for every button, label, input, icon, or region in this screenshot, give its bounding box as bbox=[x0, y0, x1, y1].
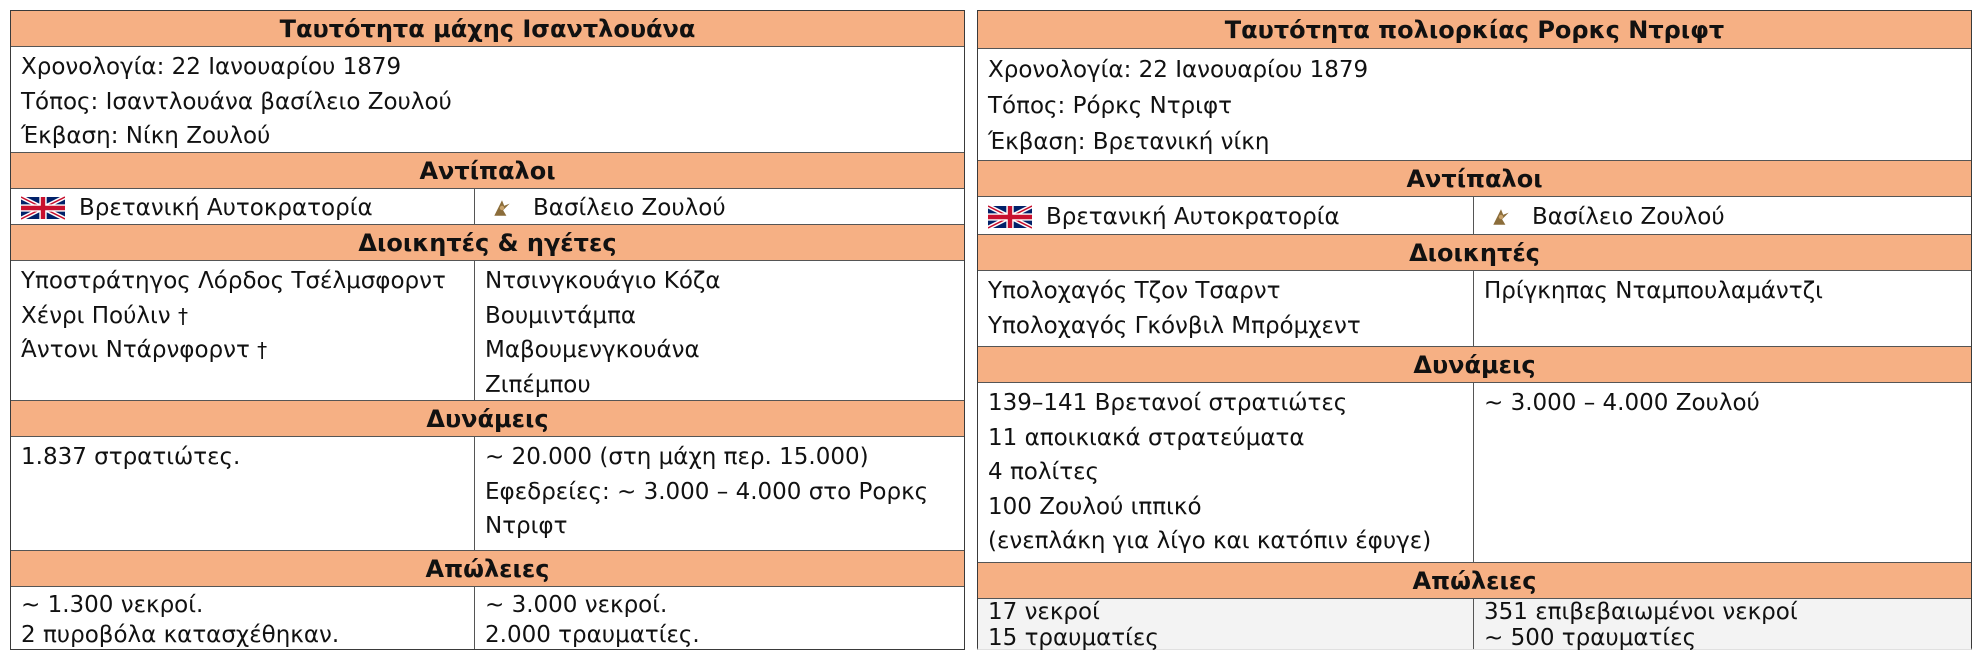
info-cell bbox=[978, 49, 1971, 160]
casualties-b-cell bbox=[1474, 599, 1971, 649]
info-date: Χρονολογία: 22 Ιανουαρίου 1879 bbox=[21, 54, 402, 80]
info-place: Τόπος: Ισαντλουάνα βασίλειο Ζουλού bbox=[21, 88, 452, 115]
commander-b-1: Ντσινγκουάγιο Κόζα bbox=[485, 268, 721, 294]
uk-flag-icon bbox=[21, 195, 65, 221]
commander-b-2: Βουμιντάμπα bbox=[485, 302, 637, 329]
info-result: Έκβαση: Νίκη Ζουλού bbox=[21, 123, 271, 149]
belligerent-b-cell bbox=[475, 189, 964, 224]
strength-row bbox=[978, 383, 1971, 563]
casualties-a-1: ~ 1.300 νεκροί. bbox=[21, 592, 204, 618]
info-place: Τόπος: Ρόρκς Ντριφτ bbox=[988, 93, 1232, 119]
strength-row bbox=[11, 437, 964, 551]
siege-rorkes-drift-table bbox=[977, 10, 1972, 650]
strength-header-text: Δυνάμεις bbox=[1413, 350, 1536, 379]
strength-a-4: 100 Ζουλού ιππικό bbox=[988, 493, 1202, 520]
casualties-a-cell bbox=[978, 599, 1474, 649]
commanders-row bbox=[978, 271, 1971, 347]
commander-b-4: Ζιπέμπου bbox=[485, 371, 591, 398]
belligerent-b-label: Βασίλειο Ζουλού bbox=[1532, 203, 1725, 230]
casualties-a-2: 2 πυροβόλα κατασχέθηκαν. bbox=[21, 622, 340, 648]
commander-a-2: Υπολοχαγός Γκόνβιλ Μπρόμχεντ bbox=[988, 312, 1361, 339]
casualties-header bbox=[978, 563, 1971, 599]
info-result: Έκβαση: Βρετανική νίκη bbox=[988, 129, 1270, 155]
commanders-header bbox=[11, 225, 964, 261]
title-text: Ταυτότητα μάχης Ισαντλουάνα bbox=[279, 14, 696, 43]
info-cell bbox=[11, 47, 964, 152]
strength-a-1: 139–141 Βρετανοί στρατιώτες bbox=[988, 390, 1348, 416]
commanders-header-text: Διοικητές & ηγέτες bbox=[358, 228, 617, 257]
belligerents-header-text: Αντίπαλοι bbox=[1406, 164, 1543, 193]
battle-isandlwana-table bbox=[10, 10, 965, 650]
casualties-a-cell bbox=[11, 587, 475, 649]
belligerent-b-cell bbox=[1474, 197, 1971, 234]
strength-a-1: 1.837 στρατιώτες. bbox=[21, 444, 241, 470]
belligerent-a-cell bbox=[978, 197, 1474, 234]
commanders-row bbox=[11, 261, 964, 401]
commander-a-2-line bbox=[21, 299, 474, 334]
strength-header-text: Δυνάμεις bbox=[426, 404, 549, 433]
dagger-mark: † bbox=[257, 338, 268, 362]
commander-a-2: Χένρι Πούλιν bbox=[21, 302, 171, 329]
zulu-kingdom-icon bbox=[1490, 206, 1512, 228]
commander-a-1: Υπολοχαγός Τζον Τσαρντ bbox=[988, 278, 1281, 304]
casualties-a-1: 17 νεκροί bbox=[988, 599, 1100, 625]
strength-a-cell bbox=[978, 383, 1474, 562]
belligerent-b-label: Βασίλειο Ζουλού bbox=[533, 194, 726, 221]
commander-b-3: Μαβουμενγκουάνα bbox=[485, 337, 700, 363]
info-row bbox=[11, 47, 964, 153]
uk-flag-icon bbox=[988, 204, 1032, 230]
info-row bbox=[978, 49, 1971, 161]
belligerents-header bbox=[11, 153, 964, 189]
strength-a-3: 4 πολίτες bbox=[988, 459, 1100, 485]
strength-a-5: (ενεπλάκη για λίγο και κατόπιν έφυγε) bbox=[988, 528, 1432, 554]
casualties-b-cell bbox=[475, 587, 964, 649]
commanders-header bbox=[978, 235, 1971, 271]
strength-a-cell bbox=[11, 437, 475, 550]
belligerents-row bbox=[978, 197, 1971, 235]
commanders-b-cell bbox=[475, 261, 964, 400]
dagger-mark: † bbox=[177, 303, 188, 328]
casualties-b-1: ~ 3.000 νεκροί. bbox=[485, 592, 668, 618]
commander-a-3-line bbox=[21, 333, 474, 368]
strength-a-2: 11 αποικιακά στρατεύματα bbox=[988, 424, 1305, 451]
casualties-b-2: 2.000 τραυματίες. bbox=[485, 622, 700, 648]
strength-b-3: Ντριφτ bbox=[485, 513, 568, 539]
casualties-header-text: Απώλειες bbox=[1412, 566, 1537, 595]
strength-header bbox=[11, 401, 964, 437]
strength-b-cell bbox=[1474, 383, 1971, 562]
belligerent-a-label: Βρετανική Αυτοκρατορία bbox=[1046, 203, 1340, 230]
casualties-header-text: Απώλειες bbox=[425, 554, 550, 583]
commanders-a-cell bbox=[11, 261, 475, 400]
zulu-kingdom-icon bbox=[491, 197, 513, 219]
belligerents-header-text: Αντίπαλοι bbox=[419, 156, 556, 185]
strength-b-1: ~ 20.000 (στη μάχη περ. 15.000) bbox=[485, 444, 869, 470]
casualties-row bbox=[11, 587, 964, 649]
casualties-row bbox=[978, 599, 1971, 649]
strength-b-cell bbox=[475, 437, 964, 550]
table-title bbox=[11, 11, 964, 47]
belligerents-header bbox=[978, 161, 1971, 197]
commanders-header-text: Διοικητές bbox=[1409, 238, 1540, 267]
casualties-b-1: 351 επιβεβαιωμένοι νεκροί bbox=[1484, 599, 1798, 625]
commanders-a-cell bbox=[978, 271, 1474, 346]
belligerent-a-cell bbox=[11, 189, 475, 224]
table-title bbox=[978, 11, 1971, 49]
title-text: Ταυτότητα πολιορκίας Ρορκς Ντριφτ bbox=[1224, 15, 1725, 44]
commander-a-1: Υποστράτηγος Λόρδος Τσέλμσφορντ bbox=[21, 268, 446, 294]
belligerent-a-label: Βρετανική Αυτοκρατορία bbox=[79, 194, 373, 221]
strength-b-1: ~ 3.000 – 4.000 Ζουλού bbox=[1484, 390, 1760, 416]
info-date: Χρονολογία: 22 Ιανουαρίου 1879 bbox=[988, 57, 1369, 83]
casualties-b-2: ~ 500 τραυματίες bbox=[1484, 625, 1697, 651]
commander-b-1: Πρίγκηπας Νταμπουλαμάντζι bbox=[1484, 278, 1823, 304]
casualties-header bbox=[11, 551, 964, 587]
strength-header bbox=[978, 347, 1971, 383]
casualties-a-2: 15 τραυματίες bbox=[988, 625, 1159, 651]
belligerents-row bbox=[11, 189, 964, 225]
strength-b-2: Εφεδρείες: ~ 3.000 – 4.000 στο Ρορκς bbox=[485, 478, 929, 505]
commander-a-3: Άντονι Ντάρνφορντ bbox=[21, 337, 250, 363]
commanders-b-cell bbox=[1474, 271, 1971, 346]
